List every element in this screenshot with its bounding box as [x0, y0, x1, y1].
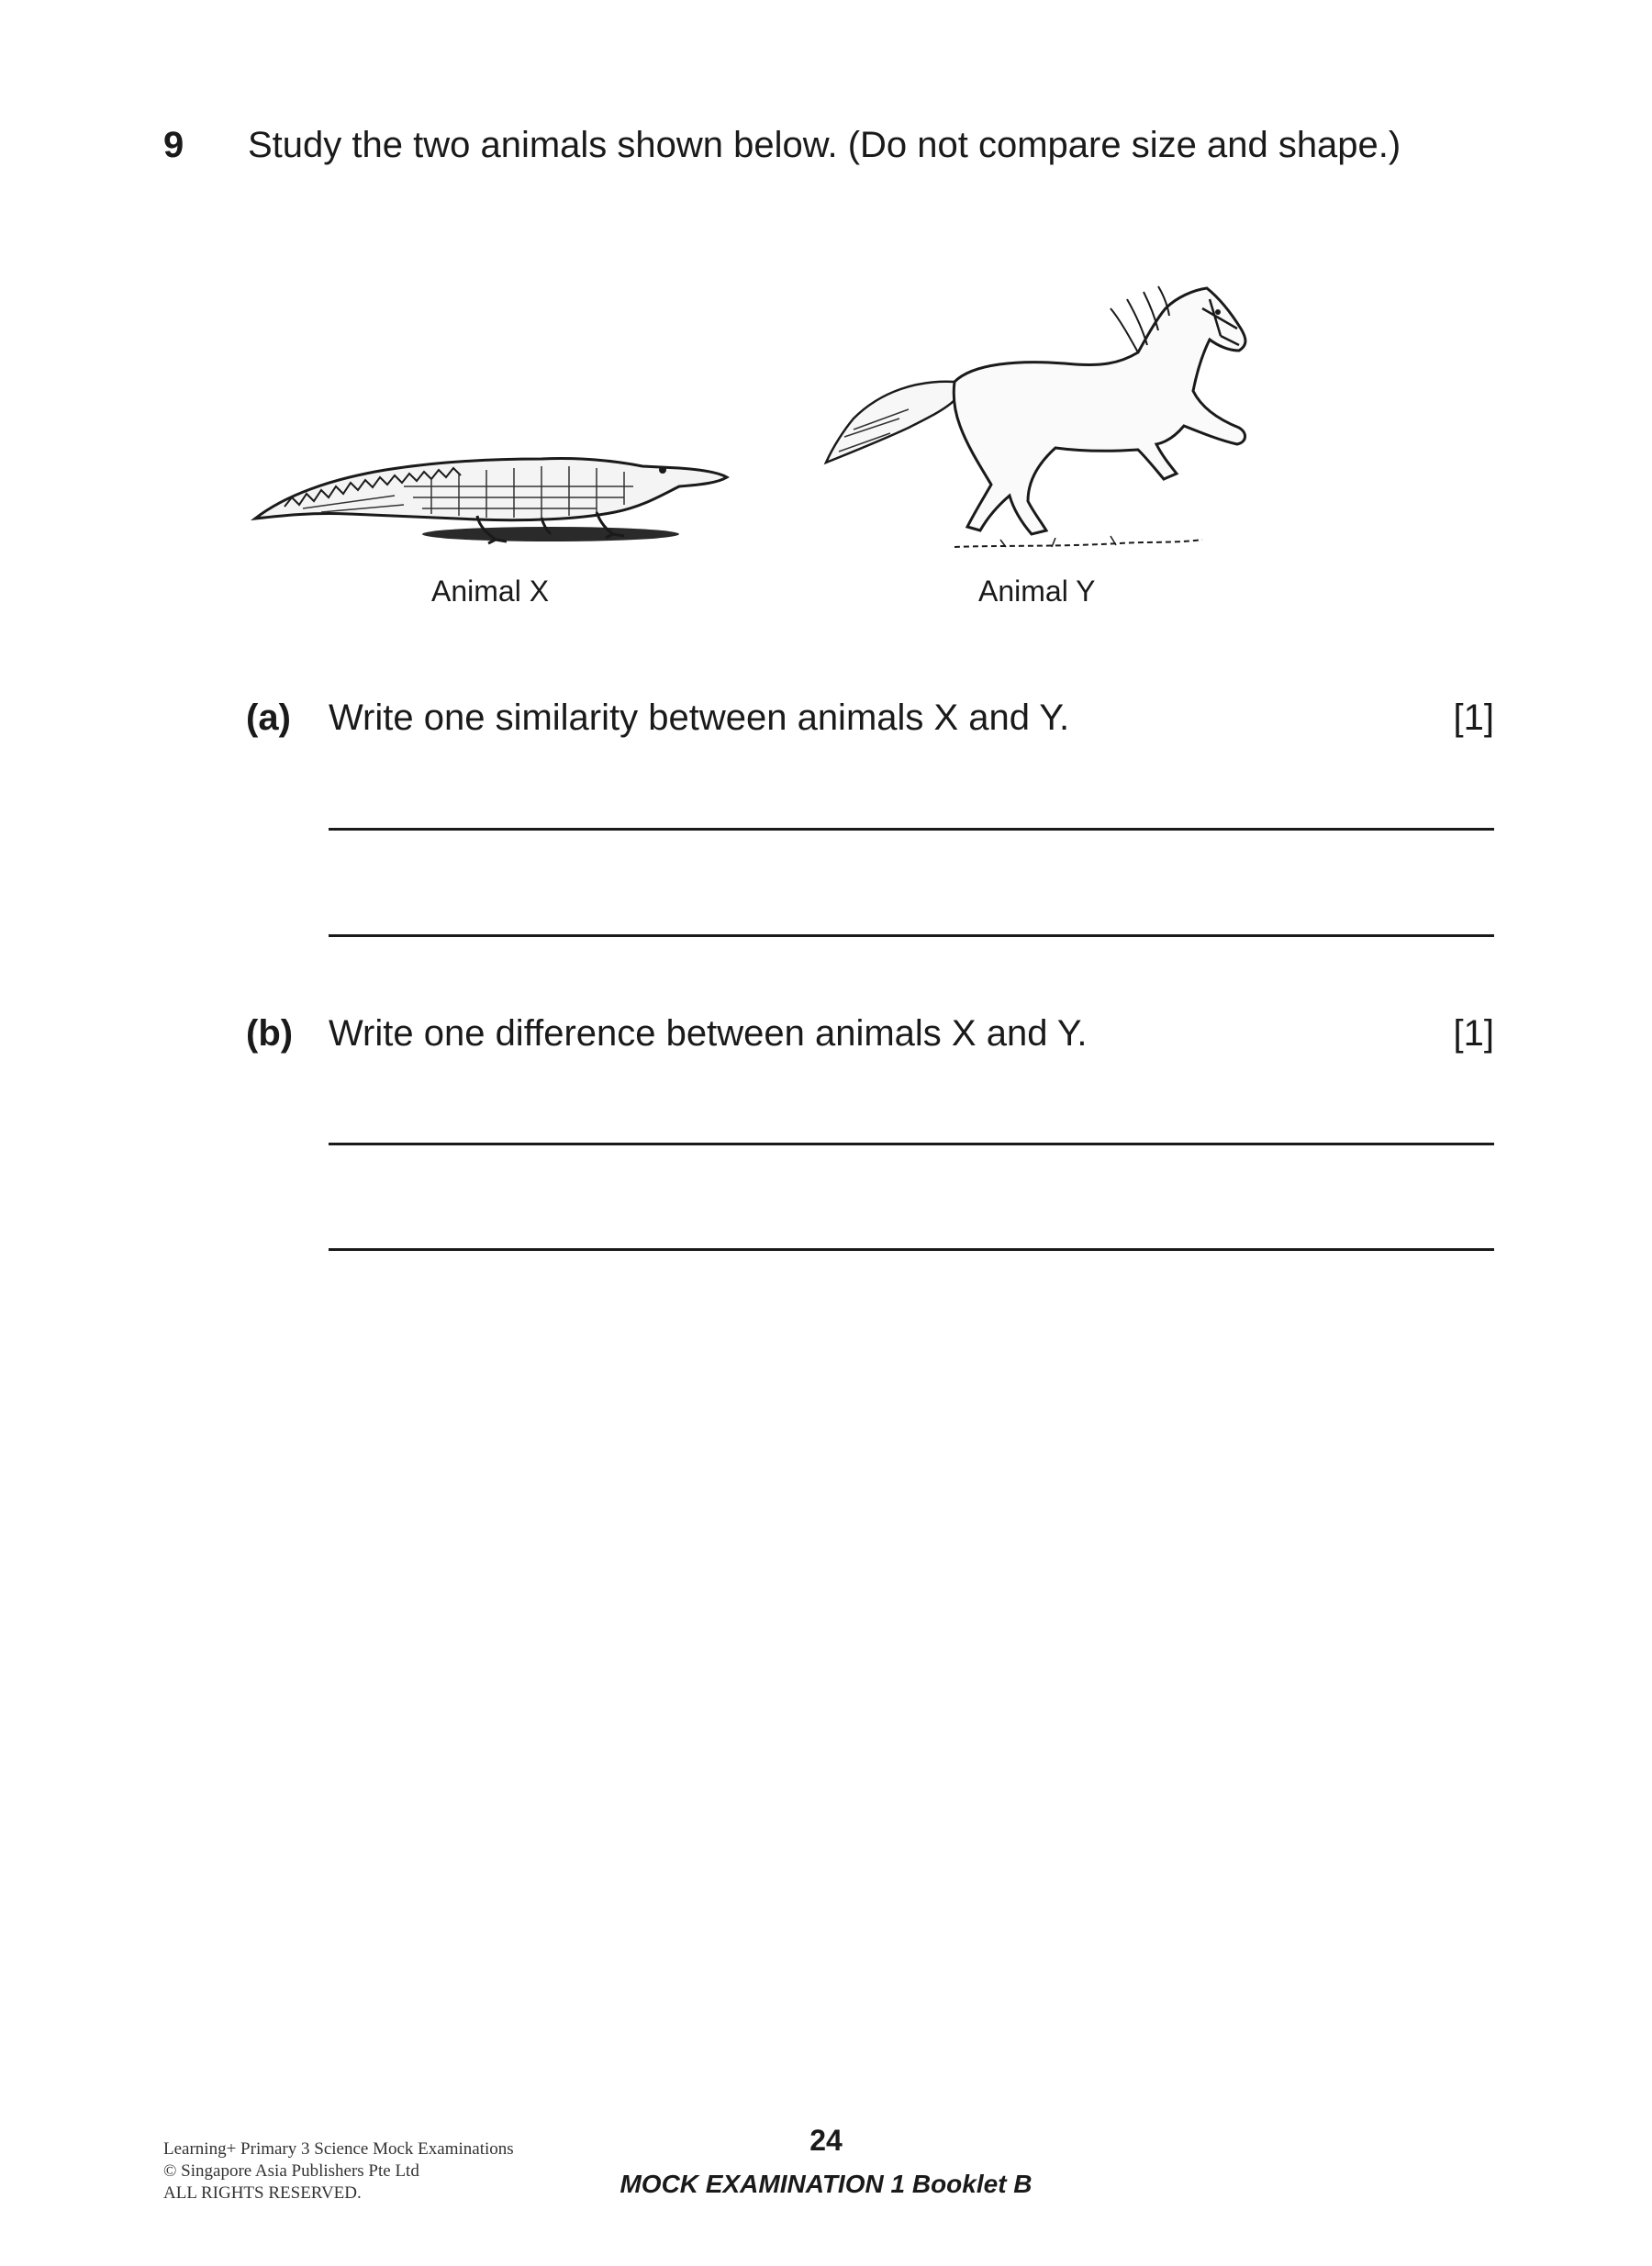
question-text: Study the two animals shown below. (Do not compare size and shape.)	[248, 125, 1401, 165]
answer-line-b2[interactable]	[329, 1248, 1494, 1251]
part-b-marks: [1]	[1453, 1013, 1494, 1054]
publisher-info	[163, 2138, 514, 2205]
animal-y-caption: Animal Y	[978, 575, 1096, 608]
copyright-line: © Singapore Asia Publishers Pte Ltd	[163, 2161, 419, 2181]
part-b-text: Write one difference between animals X and Y.	[329, 1013, 1088, 1054]
question-number: 9	[163, 125, 184, 165]
crocodile-illustration	[248, 431, 734, 569]
part-a-marks: [1]	[1453, 698, 1494, 738]
publisher-line: Learning+ Primary 3 Science Mock Examinations	[163, 2139, 514, 2159]
exam-title: MOCK EXAMINATION 1 Booklet B	[620, 2170, 1032, 2198]
horse-icon	[817, 272, 1257, 565]
answer-line-a1[interactable]	[329, 828, 1494, 831]
page-number: 24	[809, 2124, 843, 2157]
part-a-label: (a)	[246, 698, 291, 738]
part-b-label: (b)	[246, 1013, 294, 1054]
animal-x-caption: Animal X	[431, 575, 550, 608]
answer-line-a2[interactable]	[329, 934, 1494, 937]
crocodile-icon	[248, 431, 734, 569]
horse-illustration	[817, 272, 1257, 565]
answer-line-b1[interactable]	[329, 1143, 1494, 1145]
rights-line: ALL RIGHTS RESERVED.	[163, 2183, 362, 2203]
part-a-text: Write one similarity between animals X and Y.	[329, 698, 1070, 738]
